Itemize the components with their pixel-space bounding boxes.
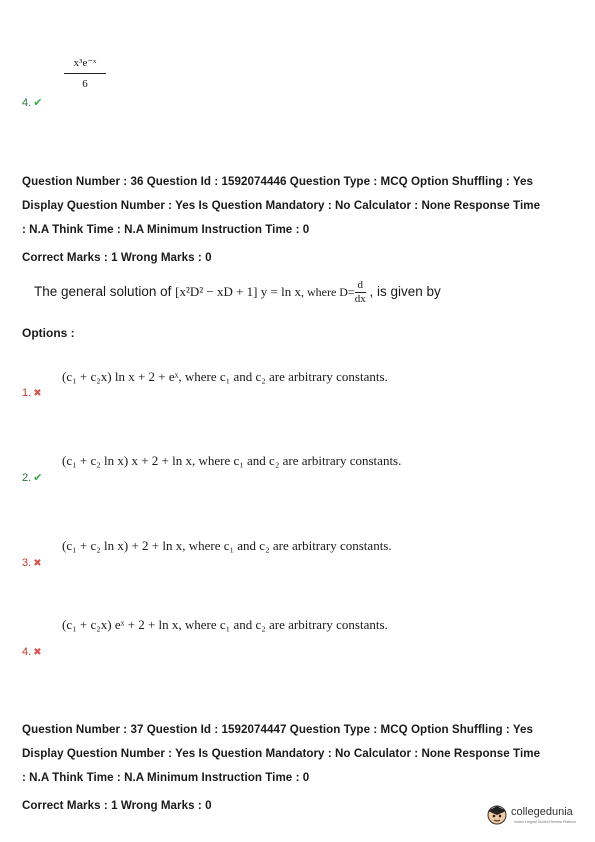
stem-d-fraction [355, 280, 366, 305]
stem-equation: [x²D² − xD + 1] y = ln x [175, 284, 301, 300]
prev-option4-label [22, 93, 42, 111]
stem-d-numerator: d [355, 280, 366, 293]
q36-meta [22, 170, 582, 270]
q36-meta-line1: Question Number : 36 Question Id : 1592074446 Question Type : MCQ Option Shuffling : Yes [22, 175, 533, 188]
option-3-text: (c₁ + c₂ ln x) + 2 + ln x, where c₁ and c₂ are arbitrary constants. [62, 538, 392, 553]
stem-suffix: , is given by [369, 284, 441, 300]
option-4-label [22, 642, 42, 660]
option-1-label [22, 383, 42, 401]
mascot-icon [486, 803, 508, 827]
option-2-text: (c₁ + c₂ ln x) x + 2 + ln x, where c₁ and c₂ are arbitrary constants. [62, 453, 402, 468]
stem-prefix: The general solution of [34, 284, 172, 300]
options-label: Options : [22, 326, 75, 340]
cross-icon: ✖ [33, 558, 42, 569]
fraction-denominator: 6 [82, 78, 88, 90]
q37-meta-line1: Question Number : 37 Question Id : 1592074447 Question Type : MCQ Option Shuffling : Yes [22, 723, 533, 736]
stem-where: , where D= [300, 285, 355, 300]
q37-meta-line2: Display Question Number : Yes Is Question Mandatory : No Calculator : None Response Time [22, 747, 541, 760]
q36-meta-line2: Display Question Number : Yes Is Question Mandatory : No Calculator : None Response Time [22, 199, 541, 212]
logo-tagline: India's Largest Student Review Platform [514, 820, 577, 824]
cross-icon: ✖ [33, 647, 42, 658]
cross-icon: ✖ [33, 388, 42, 399]
fraction-numerator: x³e⁻ˣ [64, 58, 106, 74]
collegedunia-logo [486, 800, 590, 830]
option-number: 4. [22, 97, 32, 109]
option-1-text: (c₁ + c₂x) ln x + 2 + eˣ, where c₁ and c₂ are arbitrary constants. [62, 369, 388, 384]
q36-marks: Correct Marks : 1 Wrong Marks : 0 [22, 251, 212, 264]
q36-stem [34, 280, 441, 305]
prev-option4-fraction [64, 58, 106, 90]
q36-meta-line3: : N.A Think Time : N.A Minimum Instruction Time : 0 [22, 223, 310, 236]
stem-d-denominator: dx [354, 293, 366, 305]
check-icon: ✔ [33, 472, 43, 484]
q37-meta-line3: : N.A Think Time : N.A Minimum Instruction Time : 0 [22, 771, 310, 784]
option-4-text: (c₁ + c₂x) eˣ + 2 + ln x, where c₁ and c₂ are arbitrary constants. [62, 617, 388, 632]
option-2-label [22, 468, 42, 486]
option-number: 1. [22, 387, 32, 399]
q37-marks: Correct Marks : 1 Wrong Marks : 0 [22, 799, 212, 812]
option-number: 3. [22, 557, 32, 569]
option-number: 4. [22, 646, 32, 658]
option-3-label [22, 553, 42, 571]
logo-name: collegedunia [511, 806, 573, 818]
option-number: 2. [22, 472, 32, 484]
check-icon: ✔ [33, 97, 43, 109]
